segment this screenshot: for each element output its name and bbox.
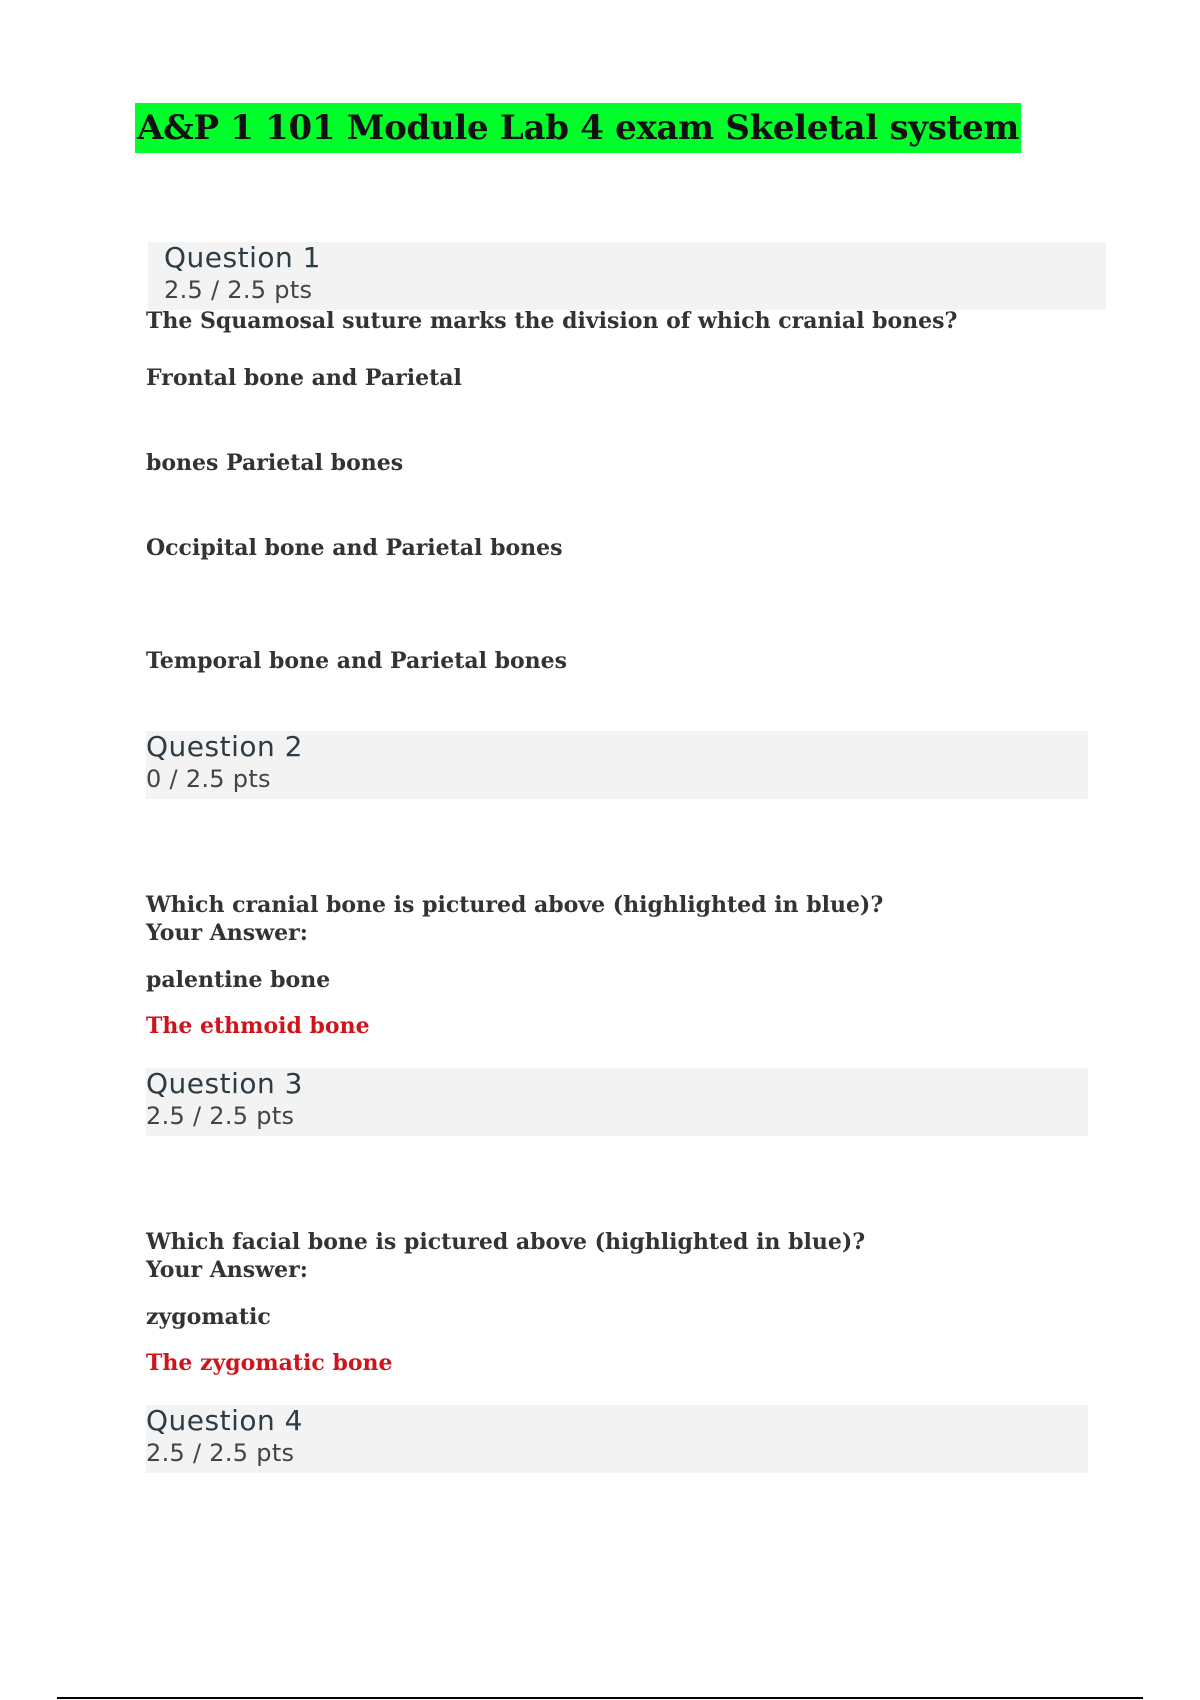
document-title: A&P 1 101 Module Lab 4 exam Skeletal system — [135, 103, 1021, 153]
answer-option: Frontal bone and Parietal — [146, 365, 462, 391]
question-1-header — [148, 242, 1106, 310]
page-bottom-rule — [57, 1697, 1143, 1699]
question-4-header — [146, 1405, 1088, 1473]
answer-option: bones Parietal bones — [146, 450, 404, 476]
your-answer-label: Your Answer: — [146, 1257, 308, 1283]
question-prompt: Which cranial bone is pictured above (highlighted in blue)? — [146, 892, 884, 918]
your-answer-value: zygomatic — [146, 1304, 271, 1330]
question-3-header — [146, 1068, 1088, 1136]
correct-answer: The ethmoid bone — [146, 1013, 370, 1039]
question-prompt: Which facial bone is pictured above (highlighted in blue)? — [146, 1229, 866, 1255]
question-title: Question 3 — [146, 1067, 303, 1100]
question-title: Question 2 — [146, 730, 303, 763]
answer-option: Temporal bone and Parietal bones — [146, 648, 568, 674]
correct-answer: The zygomatic bone — [146, 1350, 393, 1376]
question-2-header — [146, 731, 1088, 799]
your-answer-label: Your Answer: — [146, 920, 308, 946]
question-title: Question 1 — [164, 241, 321, 274]
answer-option: Occipital bone and Parietal bones — [146, 535, 563, 561]
question-title: Question 4 — [146, 1404, 303, 1437]
question-prompt: The Squamosal suture marks the division of which cranial bones? — [146, 308, 958, 334]
question-points: 2.5 / 2.5 pts — [146, 1102, 295, 1130]
question-points: 0 / 2.5 pts — [146, 765, 271, 793]
question-points: 2.5 / 2.5 pts — [146, 1439, 295, 1467]
your-answer-value: palentine bone — [146, 967, 331, 993]
question-points: 2.5 / 2.5 pts — [164, 276, 313, 304]
